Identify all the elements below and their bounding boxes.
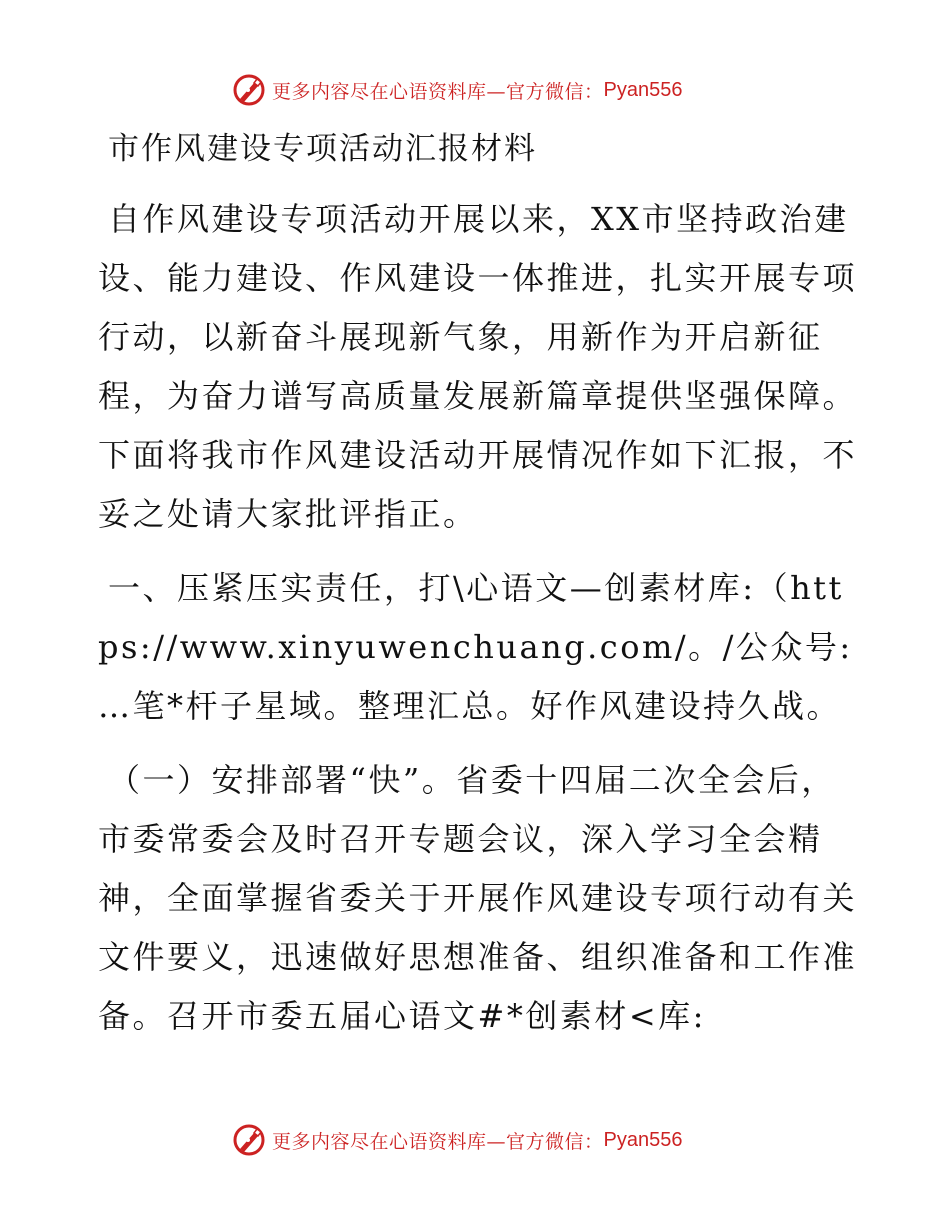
paragraph-intro: 自作风建设专项活动开展以来，XX市坚持政治建设、能力建设、作风建设一体推进，扎实开展专项行动，以新奋斗展现新气象，用新作为开启新征程，为奋力谱写高质量发展新篇章提供坚强保障。下面将我市作风建设活动开展情况作如下汇报，不妥之处请大家批评指正。 xyxy=(98,200,858,533)
watermark-text: 更多内容尽在心语资料库—官方微信： xyxy=(272,1130,604,1153)
watermark-wechat-id: Pyan556 xyxy=(603,1128,683,1151)
paragraph-section-one: 一、压紧压实责任，打\心语文—创素材库:（https://www.xinyuwenchuang.com/。/公众号: …笔*杆子星域。整理汇总。好作风建设持久战。 xyxy=(98,569,853,725)
footer-watermark xyxy=(232,1123,682,1157)
pen-logo-icon xyxy=(232,73,266,107)
document-body xyxy=(98,120,858,1046)
pen-logo-icon xyxy=(232,1123,266,1157)
paragraph-subsection-one: （一）安排部署“快”。省委十四届二次全会后，市委常委会及时召开专题会议，深入学习全会精神，全面掌握省委关于开展作风建设专项行动有关文件要义，迅速做好思想准备、组织准备和工作准备。召开市委五届心语文#*创素材<库: xyxy=(98,761,858,1035)
header-watermark xyxy=(232,73,682,107)
document-title: 市作风建设专项活动汇报材料 xyxy=(108,131,537,167)
watermark-wechat-id: Pyan556 xyxy=(603,78,683,101)
watermark-text: 更多内容尽在心语资料库—官方微信： xyxy=(272,80,604,103)
